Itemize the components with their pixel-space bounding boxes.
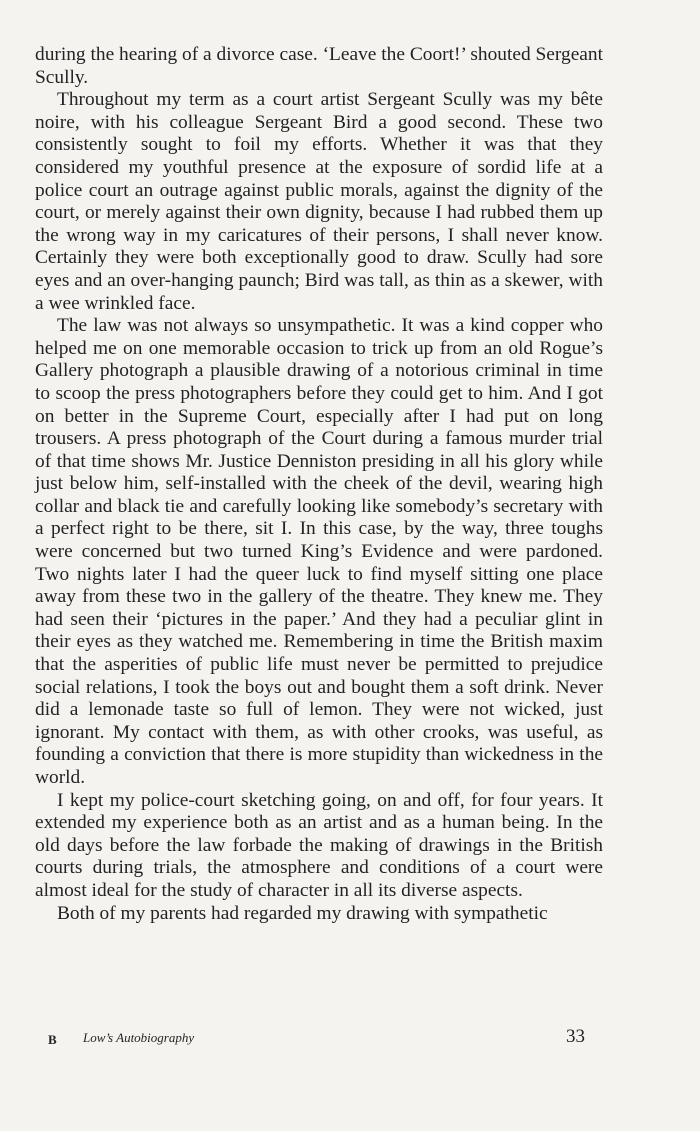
page-footer xyxy=(35,1026,585,1056)
signature-mark: B xyxy=(48,1032,57,1047)
paragraph-sergeants: Throughout my term as a court artist Sergeant Scully was my bête noire, with his colleague Sergeant Bird a good second. These two consistently sought to foil my efforts. Whether it was that they considered my youthful presence at the exposure of sordid life at a police court an outrage against public morals, against the dignity of the court, or merely against their own dignity, because I had rubbed them up the wrong way in my caricatures of their persons, I shall never know. Certainly they were both exceptionally good to draw. Scully had sore eyes and an over-hanging paunch; Bird was tall, as thin as a skewer, with a wee wrinkled face. xyxy=(35,89,603,314)
page-number: 33 xyxy=(566,1026,585,1047)
paragraph-law: The law was not always so unsympathetic. It was a kind copper who helped me on one memorable occasion to trick up from an old Rogue’s Gallery photograph a plausible drawing of a notorious criminal in time to scoop the press photographers before they could get to him. And I got on better in the Supreme Court, especially after I had put on long trousers. A press photograph of the Court during a famous murder trial of that time shows Mr. Justice Denniston presiding in all his glory while just below him, self-installed with the cheek of the devil, wearing high collar and black tie and carefully looking like somebody’s secretary with a perfect right to be there, sit I. In this case, by the way, three toughs were concerned but two turned King’s Evidence and were pardoned. Two nights later I had the queer luck to find myself sitting one place away from these two in the gallery of the theatre. They knew me. They had seen their ‘pictures in the paper.’ And they had a peculiar glint in their eyes as they watched me. Remembering in time the British maxim that the asperities of public life must never be permitted to prejudice social relations, I took the boys out and bought them a soft drink. Never did a lemonade taste so full of lemon. They were not wicked, just ignorant. My contact with them, as with other crooks, was useful, as founding a conviction that there is more stupidity than wickedness in the world. xyxy=(35,315,603,788)
paragraph-parents: Both of my parents had regarded my drawing with sympathetic xyxy=(57,902,548,924)
body-text xyxy=(35,44,603,925)
paragraph-continued: during the hearing of a divorce case. ‘Leave the Coort!’ shouted Sergeant Scully. xyxy=(35,44,603,88)
running-title: Low’s Autobiography xyxy=(83,1030,195,1045)
paragraph-sketching: I kept my police-court sketching going, on and off, for four years. It extended my experience both as an artist and as a human being. In the old days before the law forbade the making of drawings in the British courts during trials, the atmosphere and conditions of a court were almost ideal for the study of character in all its diverse aspects. xyxy=(35,789,603,901)
